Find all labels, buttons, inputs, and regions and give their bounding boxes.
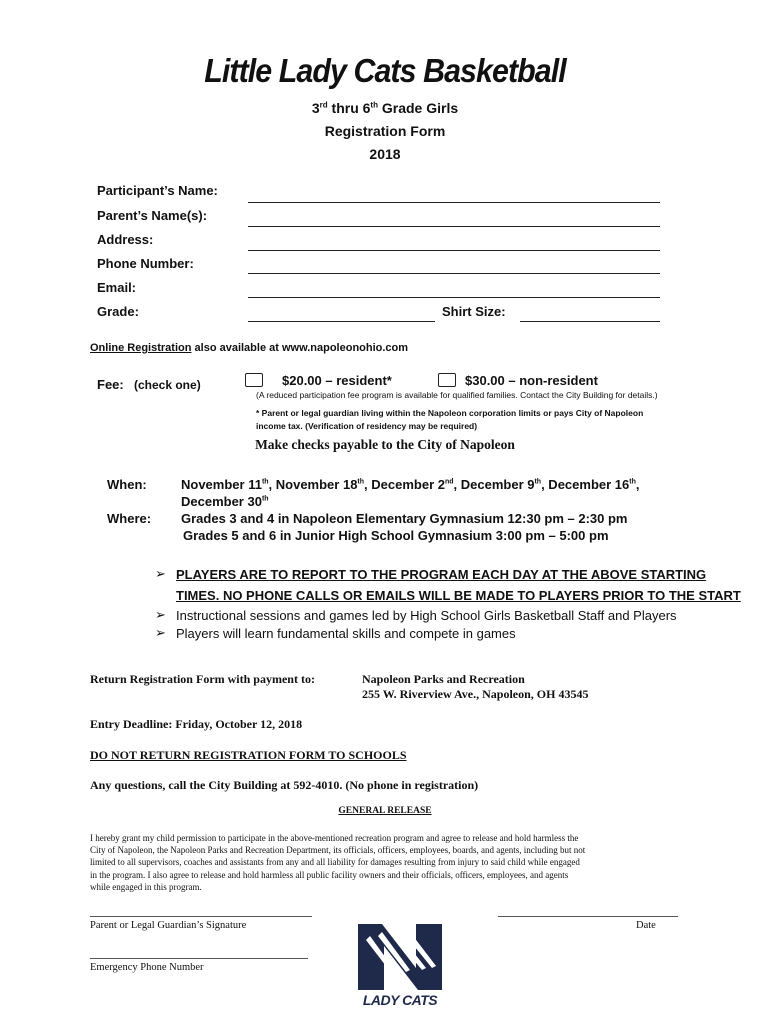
phone-field[interactable] bbox=[248, 273, 660, 274]
page-title: Little Lady Cats Basketball bbox=[204, 52, 566, 89]
fee-label: Fee: bbox=[97, 377, 124, 392]
resident-note-1: * Parent or legal guardian living within the Napoleon corporation limits or pays City of Napoleon bbox=[256, 408, 644, 418]
emergency-phone-label: Emergency Phone Number bbox=[90, 962, 204, 973]
checks-payable: Make checks payable to the City of Napoleon bbox=[255, 437, 515, 452]
form-year: 2018 bbox=[369, 146, 401, 162]
phone-label: Phone Number: bbox=[97, 256, 194, 271]
arrow-bullet-icon: ➢ bbox=[155, 625, 166, 640]
email-label: Email: bbox=[97, 280, 137, 295]
shirt-size-field[interactable] bbox=[520, 321, 660, 322]
address-label: Address: bbox=[97, 232, 154, 247]
where-line1: Grades 3 and 4 in Napoleon Elementary Gymnasium 12:30 pm – 2:30 pm bbox=[181, 511, 628, 526]
instructional-sessions-bullet: Instructional sessions and games led by High School Girls Basketball Staff and Players bbox=[176, 608, 677, 623]
report-times-line2: TIMES. NO PHONE CALLS OR EMAILS WILL BE MADE TO PLAYERS PRIOR TO THE START bbox=[176, 588, 741, 603]
arrow-bullet-icon: ➢ bbox=[155, 566, 166, 581]
report-times-line1: PLAYERS ARE TO REPORT TO THE PROGRAM EACH DAY AT THE ABOVE STARTING bbox=[176, 567, 707, 582]
release-heading: GENERAL RELEASE bbox=[338, 806, 432, 816]
questions-note: Any questions, call the City Building at 592-4010. (No phone in registration) bbox=[90, 778, 479, 792]
resident-note-2: income tax. (Verification of residency may be required) bbox=[256, 421, 478, 431]
where-label: Where: bbox=[107, 511, 152, 526]
emergency-phone-field[interactable] bbox=[90, 958, 308, 959]
when-dates-line2: December 30th bbox=[181, 494, 269, 509]
shirt-size-label: Shirt Size: bbox=[442, 304, 506, 319]
lady-cats-logo-text: LADY CATS bbox=[362, 992, 438, 1008]
resident-option: $20.00 – resident* bbox=[282, 373, 392, 388]
online-registration-link[interactable]: Online Registration bbox=[90, 342, 192, 354]
participant-label: Participant’s Name: bbox=[97, 183, 218, 198]
arrow-bullet-icon: ➢ bbox=[155, 607, 166, 622]
grade-label: Grade: bbox=[97, 304, 139, 319]
nonresident-option: $30.00 – non-resident bbox=[465, 373, 598, 388]
date-field[interactable] bbox=[498, 916, 678, 917]
parents-label: Parent’s Name(s): bbox=[97, 208, 208, 223]
email-field[interactable] bbox=[248, 297, 660, 298]
return-label: Return Registration Form with payment to: bbox=[90, 672, 315, 686]
return-address: 255 W. Riverview Ave., Napoleon, OH 43545 bbox=[362, 687, 589, 701]
nonresident-checkbox[interactable] bbox=[438, 373, 456, 387]
reduced-fee-note: (A reduced participation fee program is available for qualified families. Contact the City Building for details.) bbox=[256, 390, 658, 400]
address-field[interactable] bbox=[248, 250, 660, 251]
guardian-signature-label: Parent or Legal Guardian’s Signature bbox=[90, 920, 247, 931]
when-dates-line1: November 11th, November 18th, December 2nd, December 9th, December 16th, bbox=[181, 477, 640, 492]
online-registration-note: Online Registration also available at www.napoleonohio.com bbox=[90, 342, 409, 354]
fundamental-skills-bullet: Players will learn fundamental skills and compete in games bbox=[176, 626, 516, 641]
where-line2: Grades 5 and 6 in Junior High School Gymnasium 3:00 pm – 5:00 pm bbox=[183, 528, 609, 543]
fee-check-one: (check one) bbox=[134, 378, 201, 392]
return-org: Napoleon Parks and Recreation bbox=[362, 672, 525, 686]
grade-field[interactable] bbox=[248, 321, 435, 322]
when-label: When: bbox=[107, 477, 147, 492]
form-name: Registration Form bbox=[324, 123, 446, 139]
entry-deadline: Entry Deadline: Friday, October 12, 2018 bbox=[90, 717, 303, 731]
grades-subtitle: 3rd thru 6th Grade Girls bbox=[311, 100, 459, 116]
no-schools-notice: DO NOT RETURN REGISTRATION FORM TO SCHOOLS bbox=[90, 748, 407, 762]
resident-checkbox[interactable] bbox=[245, 373, 263, 387]
parents-field[interactable] bbox=[248, 226, 660, 227]
lady-cats-logo bbox=[356, 922, 444, 1014]
participant-field[interactable] bbox=[248, 202, 660, 203]
release-paragraph: I hereby grant my child permission to participate in the above-mentioned recreation program and agree to release and hold harmless the City of Napoleon, the Napoleon Parks and Recreation Department, its officials, officers, employees, boards, and agents, including but not limited to all supervisors, coaches and assistants from any and all liability for damages resulting from injury to said child while engaged in the program. I also agree to release and hold harmless all public facility owners and their officials, officers, employees, and agents while engaged in this program. bbox=[90, 833, 586, 892]
guardian-signature-field[interactable] bbox=[90, 916, 312, 917]
date-label: Date bbox=[636, 920, 656, 931]
